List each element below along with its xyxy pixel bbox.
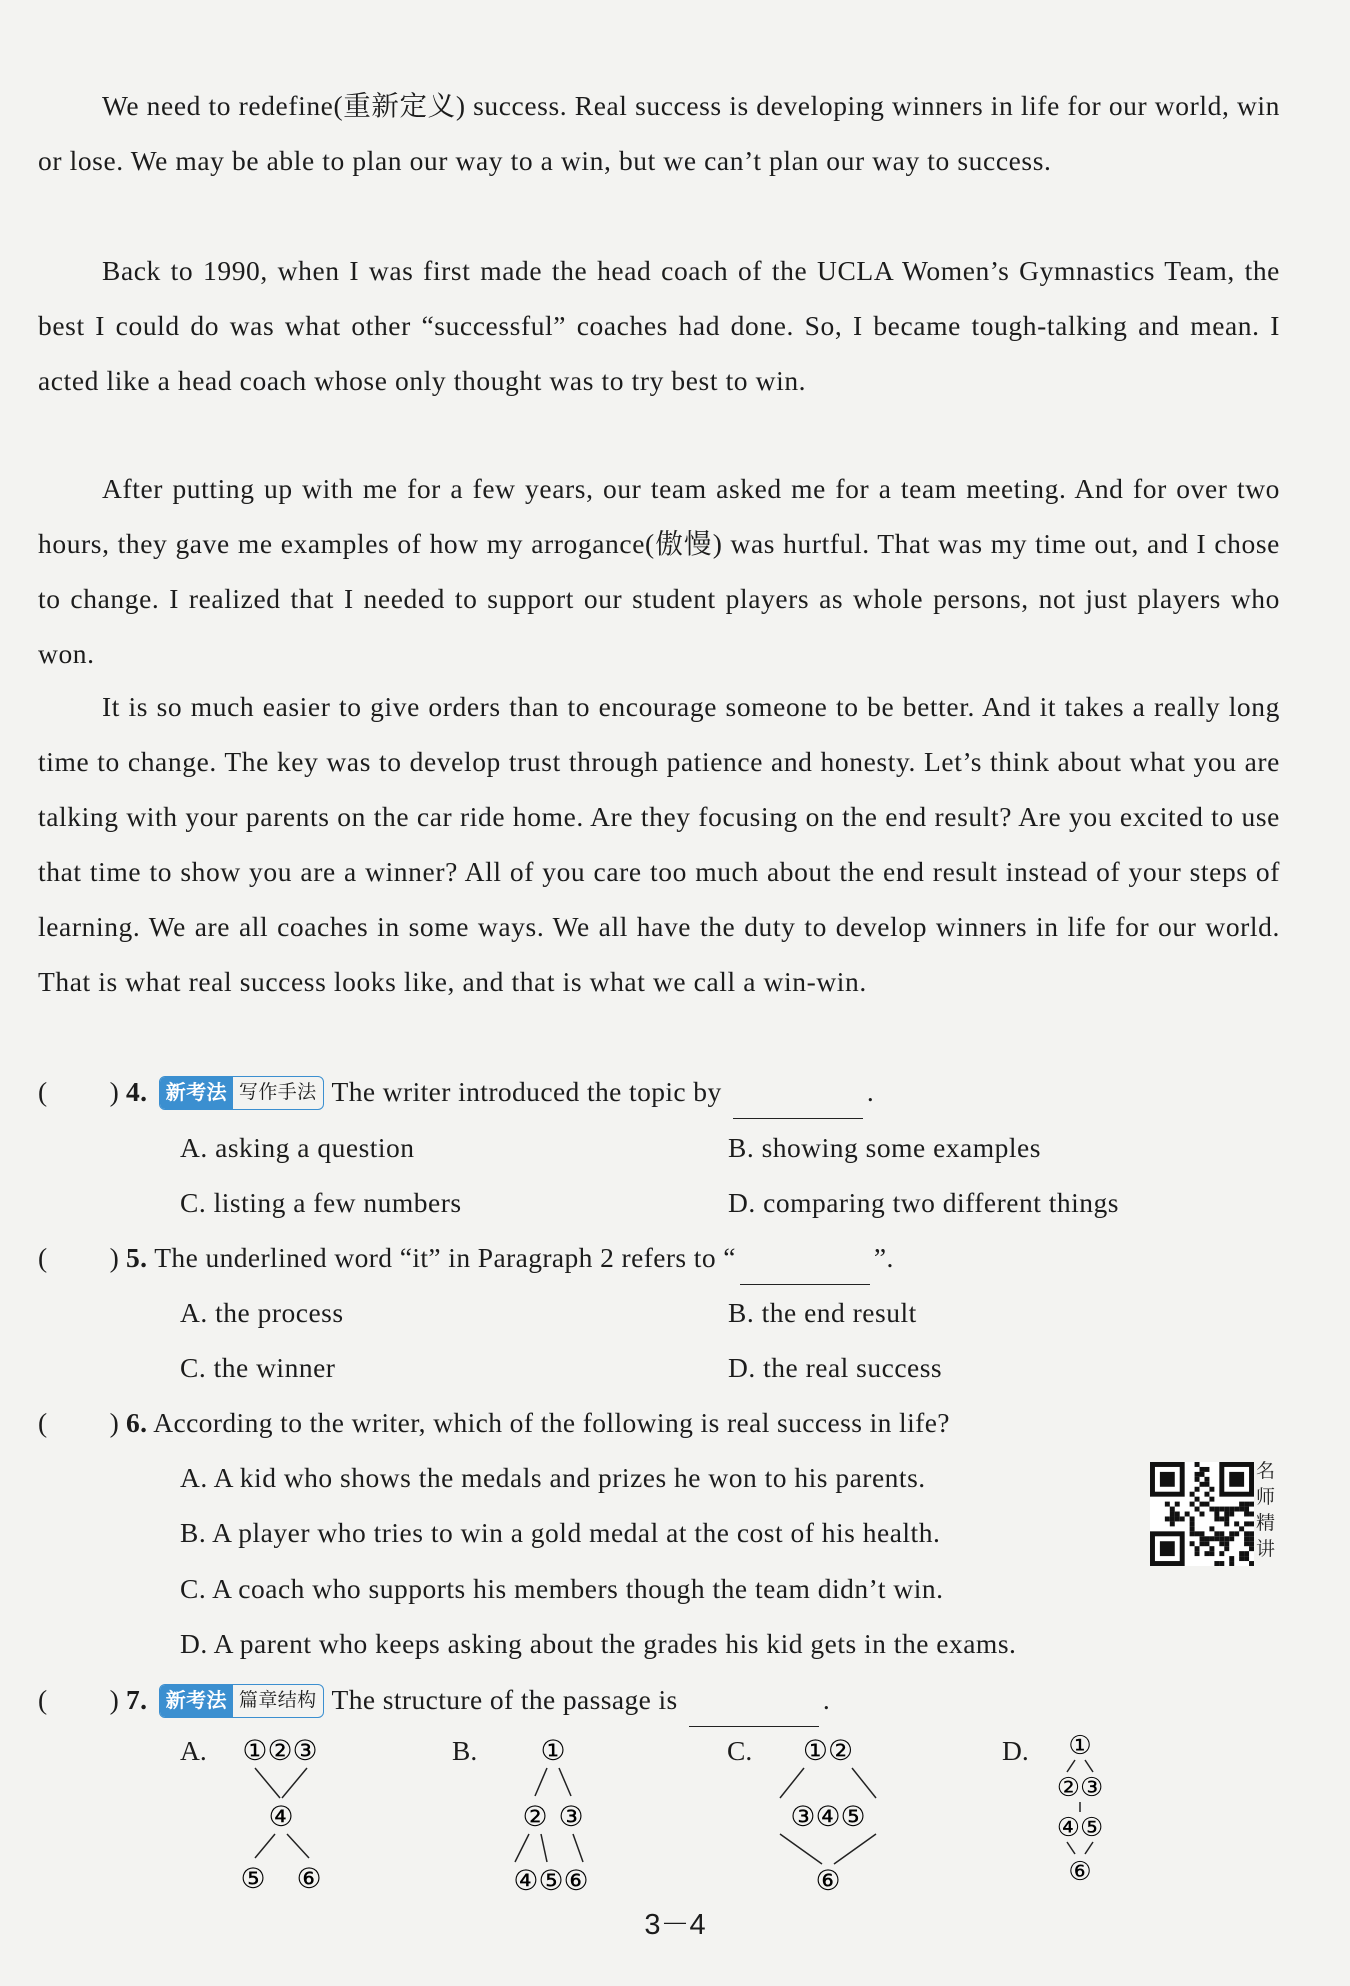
diagram-node: ②③ — [1056, 1773, 1104, 1803]
page-number: 3－4 — [644, 1909, 706, 1941]
option-7b: B. — [452, 1735, 478, 1766]
diagram-node: ④ — [268, 1800, 294, 1833]
diagram-node: ③④⑤ — [790, 1800, 866, 1833]
question-stem: The structure of the passage is — [331, 1684, 678, 1715]
question-number: 7. — [126, 1684, 148, 1715]
qr-code-icon[interactable] — [1150, 1462, 1254, 1566]
structure-diagram-c — [768, 1728, 898, 1898]
qr-label: 名 师 精 讲 — [1256, 1460, 1276, 1560]
option-7d: D. — [1002, 1735, 1029, 1766]
paragraph-4: It is so much easier to give orders than to encourage someone to be better. And it takes a really long time to change. The key was to develop trust through patience and honesty. Let’s think about what you are talking with your parents on the car ride home. Are they focusing on the end result? Are you excited to use that time to show you are a winner? All of you care too much about the end result instead of your steps of learning. We are all coaches in some ways. We all have the duty to develop winners in life for our world. That is what real success looks like, and that is what we call a win-win. — [38, 691, 1280, 997]
diagram-node: ① — [1068, 1731, 1092, 1761]
answer-blank — [733, 1088, 863, 1119]
paragraph-3: After putting up with me for a few years, our team asked me for a team meeting. And for over two hours, they gave me examples of how my arrogance(傲慢) was hurtful. That was my time out, and I chose to change. I realized that I needed to support our student players as whole persons, not just players who won. — [38, 473, 1280, 669]
option-6c: C. A coach who supports his members though the team didn’t win. — [180, 1573, 944, 1604]
diagram-node: ① — [540, 1734, 566, 1767]
diagram-node: ⑥ — [296, 1862, 322, 1895]
question-stem: The writer introduced the topic by — [331, 1076, 722, 1107]
option-5a: A. the process — [180, 1297, 344, 1328]
question-6: ( ) 6. According to the writer, which of the following is real success in life? — [38, 1407, 950, 1438]
option-5b: B. the end result — [728, 1297, 917, 1328]
question-number: 6. — [126, 1407, 148, 1438]
paragraph-1: We need to redefine(重新定义) success. Real success is developing winners in life for our world, win or lose. We may be able to plan our way to a win, but we can’t plan our way to success. — [38, 90, 1280, 176]
question-stem: According to the writer, which of the following is real success in life? — [153, 1407, 950, 1438]
question-7: ( ) 7. 新考法 篇章结构 The structure of the passage is . — [38, 1672, 830, 1727]
question-tag: 新考法 写作手法 — [159, 1076, 324, 1110]
question-number: 5. — [126, 1242, 148, 1273]
question-tag: 新考法 篇章结构 — [159, 1684, 324, 1718]
answer-blank — [689, 1696, 819, 1727]
diagram-node: ⑤ — [240, 1862, 266, 1895]
option-6b: B. A player who tries to win a gold medal at the cost of his health. — [180, 1517, 941, 1548]
option-4c: C. listing a few numbers — [180, 1187, 462, 1218]
answer-blank — [740, 1254, 870, 1285]
option-5c: C. the winner — [180, 1352, 336, 1383]
structure-diagram-b — [495, 1728, 615, 1898]
diagram-node: ⑥ — [815, 1864, 841, 1897]
question-5: ( ) 5. The underlined word “it” in Paragraph 2 refers to “ ”. — [38, 1230, 894, 1285]
diagram-node: ③ — [558, 1800, 584, 1833]
option-7c: C. — [727, 1735, 753, 1766]
option-4d: D. comparing two different things — [728, 1187, 1119, 1218]
diagram-node: ⑥ — [1068, 1857, 1092, 1887]
diagram-node: ② — [522, 1800, 548, 1833]
diagram-node: ①② — [802, 1734, 854, 1767]
question-4: ( ) 4. 新考法 写作手法 The writer introduced the topic by . — [38, 1064, 874, 1119]
option-6d: D. A parent who keeps asking about the grades his kid gets in the exams. — [180, 1628, 1017, 1659]
option-4b: B. showing some examples — [728, 1132, 1041, 1163]
question-stem: The underlined word “it” in Paragraph 2 refers to “ — [154, 1242, 736, 1273]
option-6a: A. A kid who shows the medals and prizes he won to his parents. — [180, 1462, 926, 1493]
question-number: 4. — [126, 1076, 148, 1107]
structure-diagram-d — [1035, 1728, 1125, 1898]
diagram-node: ④⑤⑥ — [513, 1864, 589, 1897]
option-7a: A. — [180, 1735, 207, 1766]
option-5d: D. the real success — [728, 1352, 943, 1383]
diagram-node: ①②③ — [242, 1734, 318, 1767]
diagram-node: ④⑤ — [1056, 1813, 1104, 1843]
structure-diagram-a — [225, 1728, 345, 1898]
paragraph-2: Back to 1990, when I was first made the head coach of the UCLA Women’s Gymnastics Team, the best I could do was what other “successful” coaches had done. So, I became tough-talking and mean. I acted like a head coach whose only thought was to try best to win. — [38, 255, 1280, 396]
option-4a: A. asking a question — [180, 1132, 415, 1163]
